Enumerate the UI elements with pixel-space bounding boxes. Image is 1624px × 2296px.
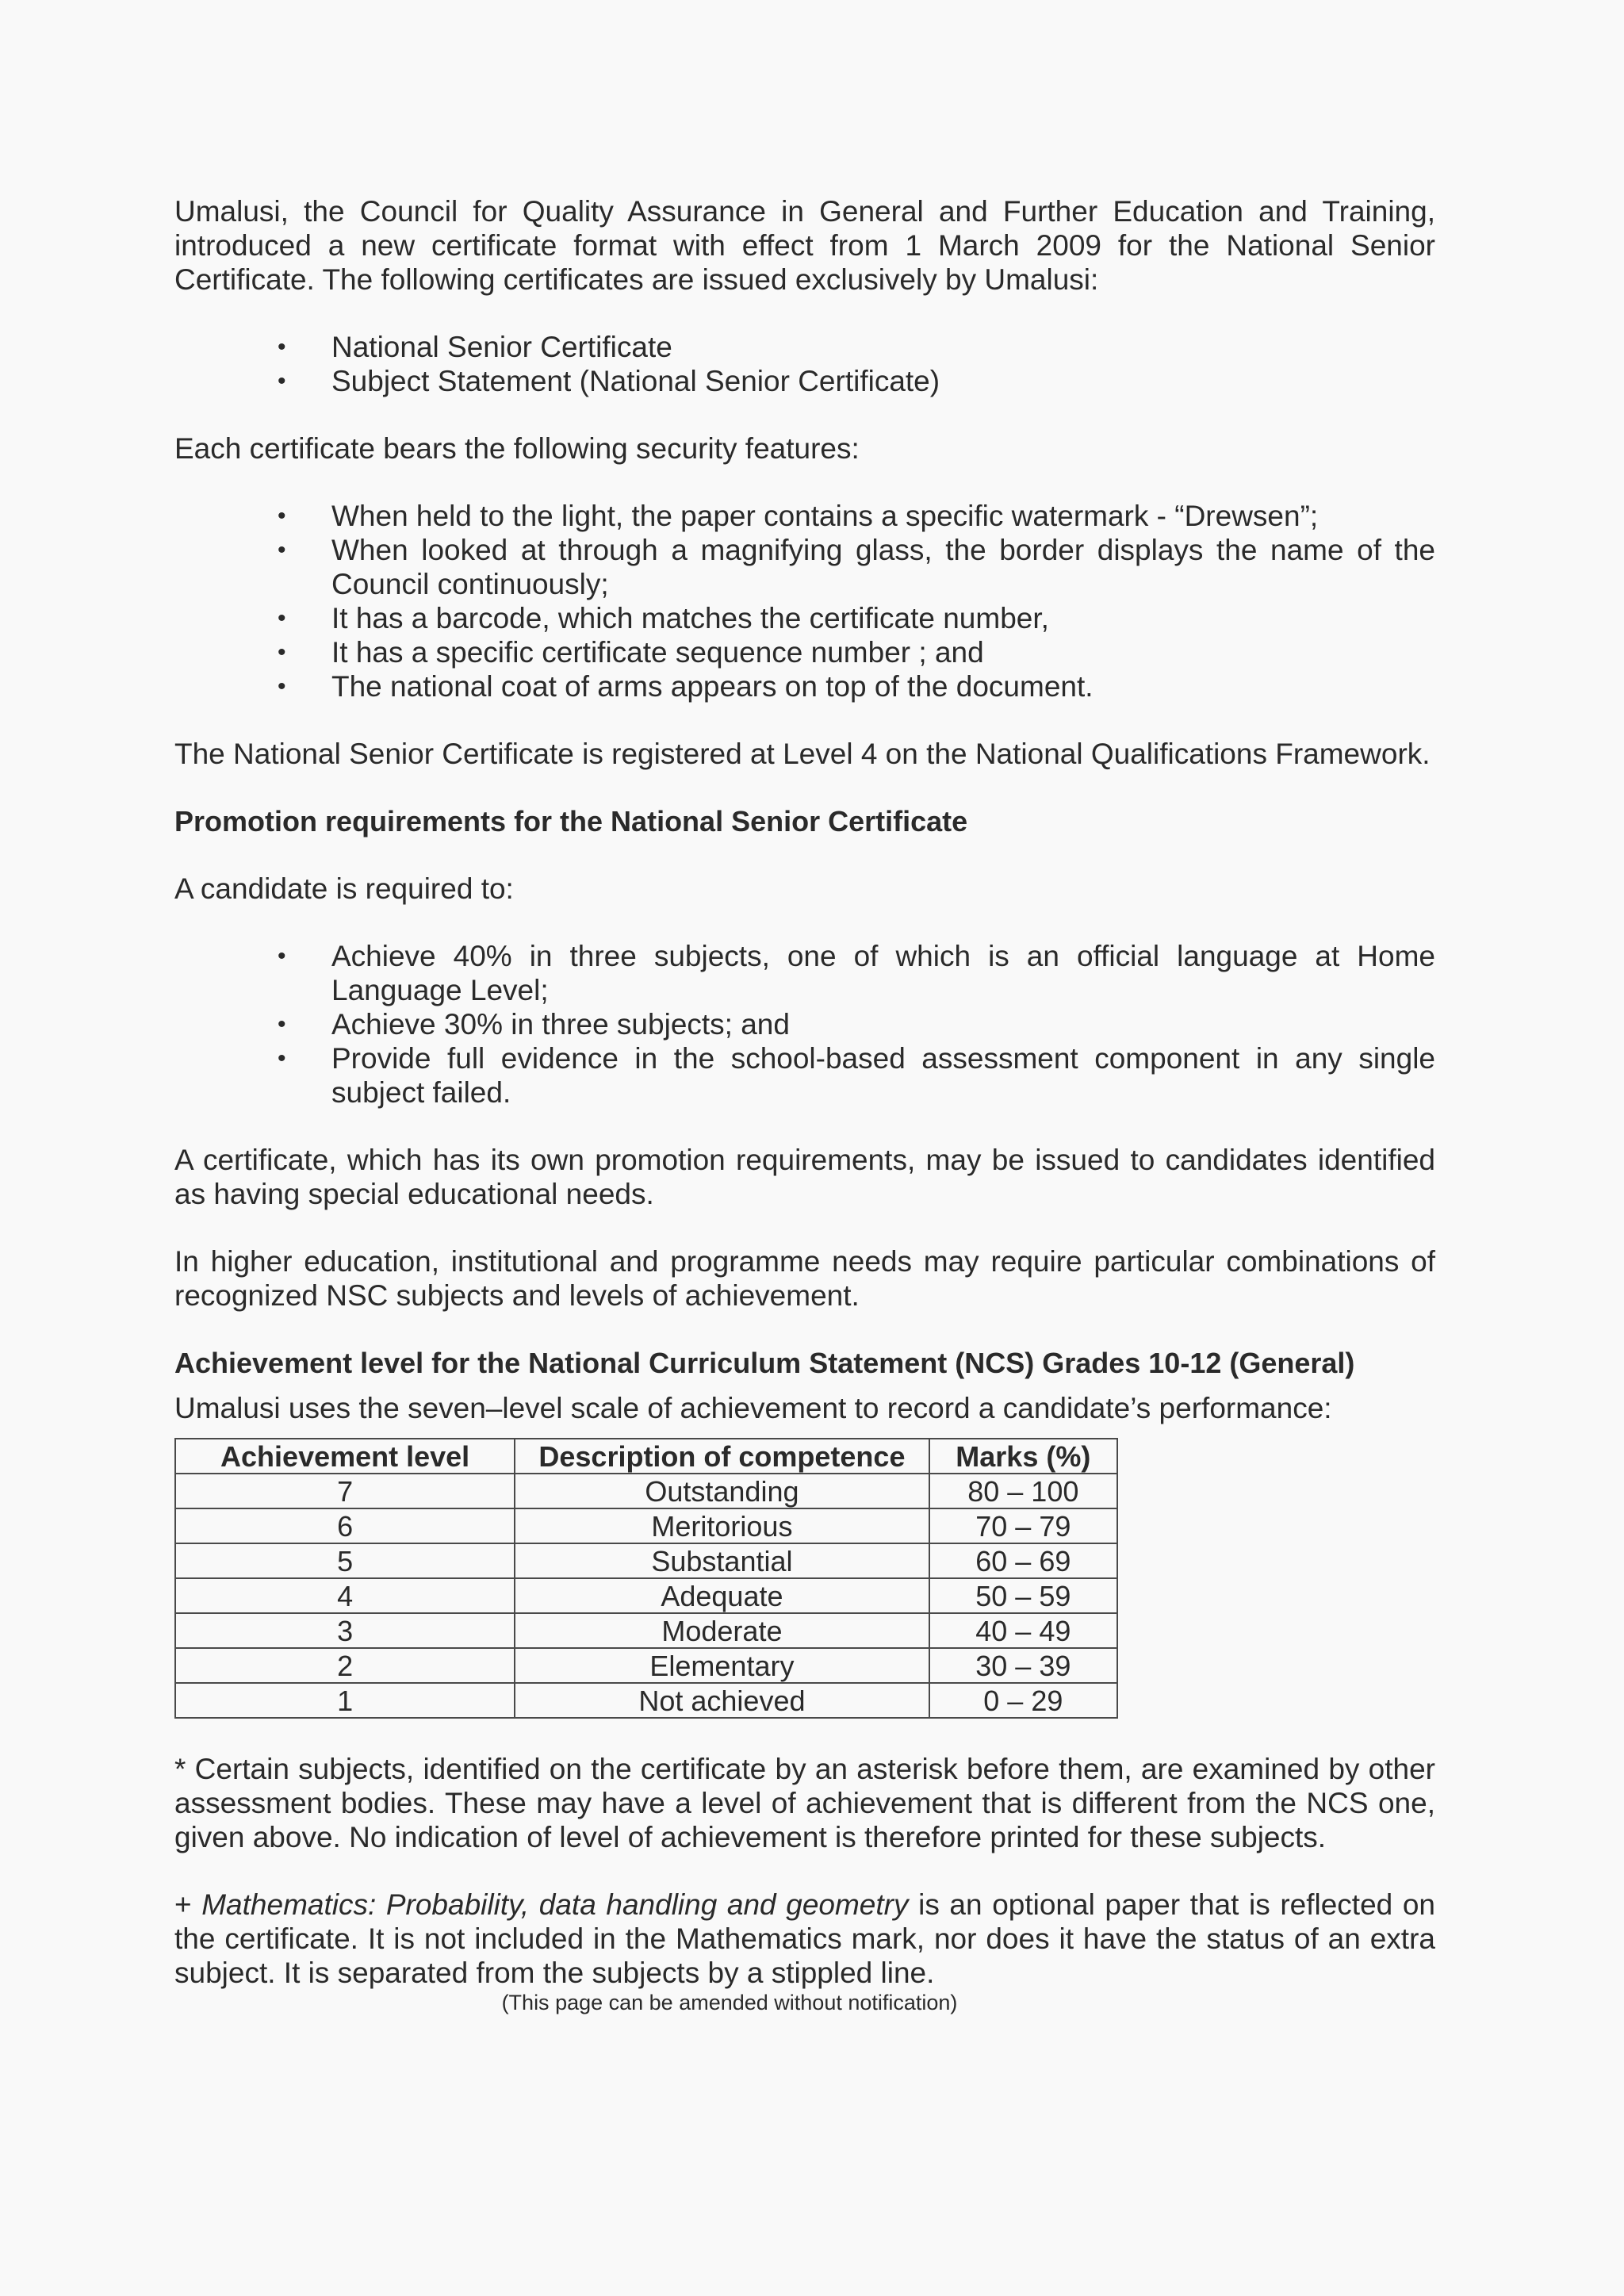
table-cell: 1 [175, 1683, 515, 1718]
security-lead: Each certificate bears the following security features: [174, 432, 860, 465]
table-row [175, 1508, 1117, 1543]
registration-paragraph: The National Senior Certificate is registered at Level 4 on the National Qualifications Framework. [174, 738, 1431, 770]
plus-prefix: + [174, 1888, 202, 1921]
list-item: • Provide full evidence in the school-based assessment component in any single subject failed. [331, 1041, 1435, 1110]
table-cell: 70 – 79 [929, 1508, 1117, 1543]
list-item: • Subject Statement (National Senior Certificate) [331, 364, 1435, 398]
special-needs-paragraph: A certificate, which has its own promotion requirements, may be issued to candidates identified as having special educational needs. [174, 1144, 1435, 1210]
asterisk-note: * Certain subjects, identified on the certificate by an asterisk before them, are examined by other assessment bodies. These may have a level of achievement that is different from the NCS one, given above. No indication of level of achievement is therefore printed for these subjects. [174, 1753, 1435, 1853]
table-cell: 7 [175, 1474, 515, 1508]
promotion-heading: Promotion requirements for the National Senior Certificate [174, 805, 968, 838]
mathematics-paper-title: Mathematics: Probability, data handling and geometry [201, 1888, 909, 1921]
table-cell: Meritorious [515, 1508, 929, 1543]
table-row [175, 1543, 1117, 1578]
achievement-heading: Achievement level for the National Curriculum Statement (NCS) Grades 10-12 (General) [174, 1347, 1355, 1379]
table-cell: Elementary [515, 1648, 929, 1683]
security-features-list [174, 499, 1435, 703]
mathematics-note [174, 1888, 1435, 1990]
list-item: • It has a specific certificate sequence number ; and [331, 635, 1435, 669]
achievement-lead: Umalusi uses the seven–level scale of achievement to record a candidate’s performance: [174, 1392, 1332, 1424]
list-item: • The national coat of arms appears on top of the document. [331, 669, 1435, 703]
certificate-list [174, 330, 1435, 398]
table-header-row [175, 1439, 1117, 1474]
table-cell: 0 – 29 [929, 1683, 1117, 1718]
column-header-description: Description of competence [515, 1439, 929, 1474]
table-cell: 5 [175, 1543, 515, 1578]
table-row [175, 1648, 1117, 1683]
table-cell: 60 – 69 [929, 1543, 1117, 1578]
intro-paragraph: Umalusi, the Council for Quality Assurance in General and Further Education and Training, introduced a new certificate format with effect from 1 March 2009 for the National Senior Certificate. The following certificates are issued exclusively by Umalusi: [174, 195, 1435, 296]
table-cell: Substantial [515, 1543, 929, 1578]
table-cell: 4 [175, 1578, 515, 1613]
table-cell: 80 – 100 [929, 1474, 1117, 1508]
promotion-lead: A candidate is required to: [174, 872, 514, 905]
page-footer-note: (This page can be amended without notification) [501, 1991, 958, 2014]
list-item: • Achieve 40% in three subjects, one of which is an official language at Home Language Level; [331, 939, 1435, 1007]
list-item: • When held to the light, the paper contains a specific watermark - “Drewsen”; [331, 499, 1435, 533]
table-row [175, 1683, 1117, 1718]
table-cell: 40 – 49 [929, 1613, 1117, 1648]
table-row [175, 1613, 1117, 1648]
table-cell: Moderate [515, 1613, 929, 1648]
document-body [174, 194, 1435, 2015]
list-item: • Achieve 30% in three subjects; and [331, 1007, 1435, 1041]
list-item: • When looked at through a magnifying glass, the border displays the name of the Council continuously; [331, 533, 1435, 601]
table-cell: Adequate [515, 1578, 929, 1613]
table-cell: Not achieved [515, 1683, 929, 1718]
higher-education-paragraph: In higher education, institutional and programme needs may require particular combinations of recognized NSC subjects and levels of achievement. [174, 1245, 1435, 1312]
list-item: • National Senior Certificate [331, 330, 1435, 364]
table-row [175, 1578, 1117, 1613]
table-cell: Outstanding [515, 1474, 929, 1508]
promotion-requirements-list [174, 939, 1435, 1110]
list-item: • It has a barcode, which matches the certificate number, [331, 601, 1435, 635]
table-cell: 6 [175, 1508, 515, 1543]
table-cell: 50 – 59 [929, 1578, 1117, 1613]
table-cell: 2 [175, 1648, 515, 1683]
achievement-table [174, 1438, 1118, 1719]
column-header-achievement-level: Achievement level [175, 1439, 515, 1474]
table-cell: 3 [175, 1613, 515, 1648]
mathematics-note-text: is an optional paper that is reflected on the certificate. It is not included in the Mathematics mark, nor does it have the status of an extra subject. It is separated from the subjects by a stippled line. [174, 1888, 1436, 1989]
column-header-marks: Marks (%) [929, 1439, 1117, 1474]
table-row [175, 1474, 1117, 1508]
table-cell: 30 – 39 [929, 1648, 1117, 1683]
